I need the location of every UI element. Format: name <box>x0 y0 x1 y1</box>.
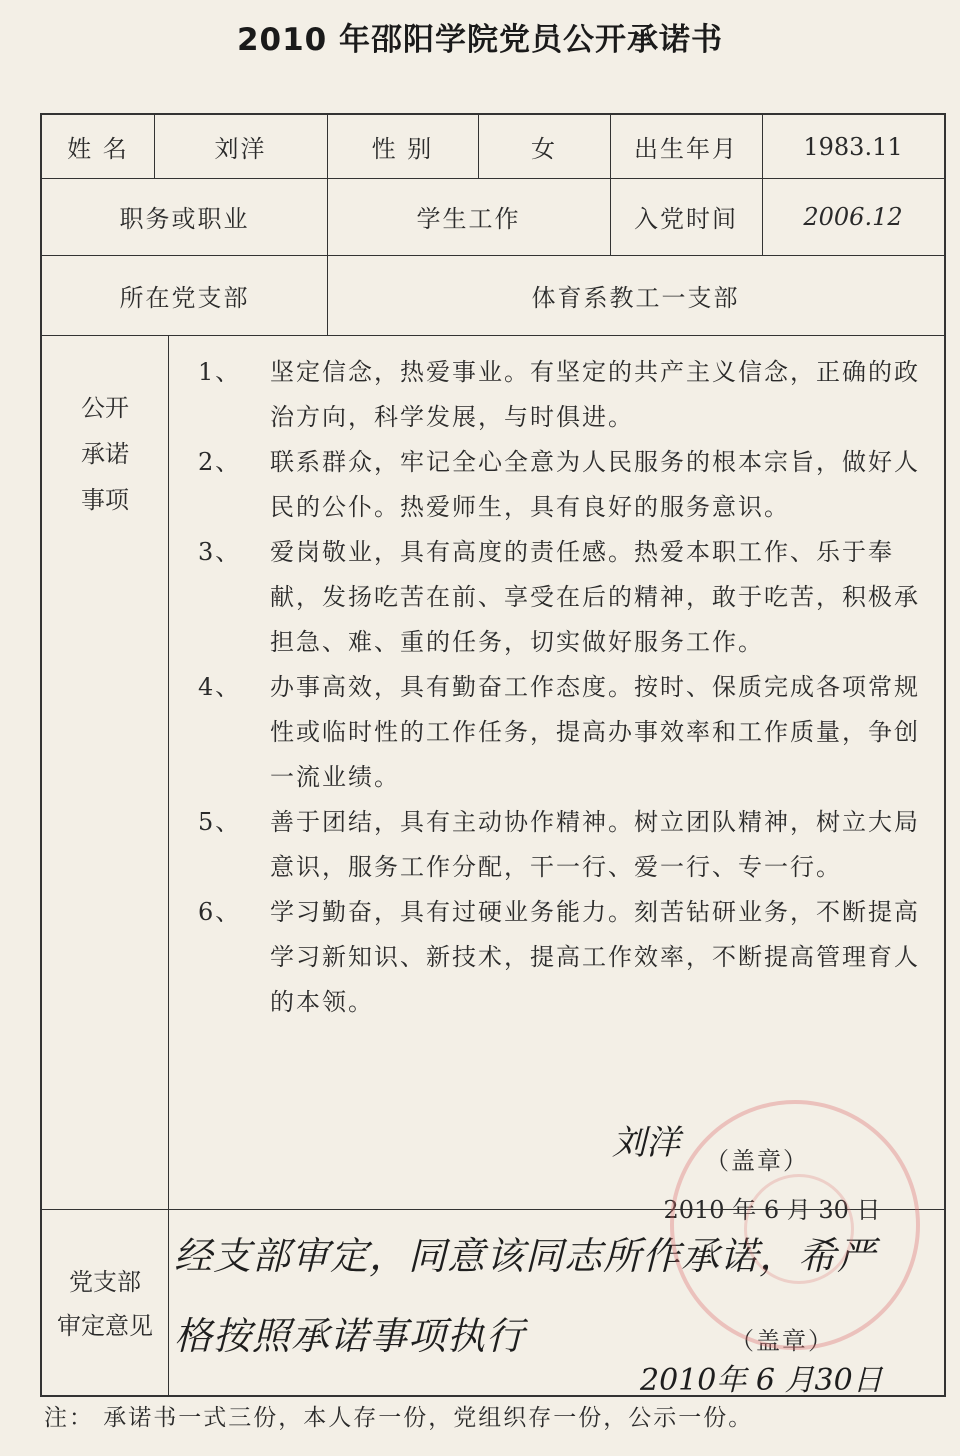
commitment-list <box>190 350 935 1025</box>
list-item: 4、 办事高效，具有勤奋工作态度。按时、保质完成各项常规性或临时性的工作任务，提高办事效率和工作质量，争创一流业绩。 <box>198 673 920 791</box>
footnote: 注： 承诺书一式三份，本人存一份，党组织存一份，公示一份。 <box>44 1405 754 1431</box>
name-label: 姓 名 <box>67 135 129 163</box>
review-opinion-line2: 格按照承诺事项执行 <box>174 1314 526 1358</box>
review-label: 党支部 审定意见 <box>57 1268 153 1340</box>
gender-value: 女 <box>531 135 557 163</box>
join-date-value: 2006.12 <box>803 202 903 231</box>
join-date-label: 入党时间 <box>634 205 738 233</box>
branch-label: 所在党支部 <box>119 283 250 312</box>
review-seal-label: （盖章） <box>730 1326 834 1355</box>
birth-value: 1983.11 <box>803 132 903 161</box>
list-item: 6、 学习勤奋，具有过硬业务能力。刻苦钻研业务，不断提高学习新知识、新技术，提高工作效率，不断提高管理育人的本领。 <box>198 898 920 1016</box>
review-date: 2010年 6 月30日 <box>640 1363 883 1398</box>
name-value: 刘洋 <box>214 135 267 163</box>
branch-value: 体育系教工一支部 <box>531 283 740 312</box>
party-seal-stamp <box>670 1100 920 1350</box>
signature: 刘洋 <box>612 1123 680 1163</box>
gender-label: 性 别 <box>371 135 434 163</box>
list-item: 1、 坚定信念，热爱事业。有坚定的共产主义信念，正确的政治方向，科学发展，与时俱进。 <box>198 358 920 431</box>
review-opinion-line1: 经支部审定，同意该同志所作承诺，希严 <box>174 1234 877 1278</box>
commitment-label: 公开 承诺 事项 <box>81 394 129 514</box>
commitment-date: 2010 年 6 月 30 日 <box>663 1195 881 1224</box>
list-item: 3、 爱岗敬业，具有高度的责任感。热爱本职工作、乐于奉献，发扬吃苦在前、享受在后的精神，敢于吃苦，积极承担急、难、重的任务，切实做好服务工作。 <box>198 538 920 656</box>
job-label: 职务或职业 <box>119 205 250 233</box>
birth-label: 出生年月 <box>634 135 738 163</box>
list-item: 2、 联系群众，牢记全心全意为人民服务的根本宗旨，做好人民的公仆。热爱师生，具有良好的服务意识。 <box>198 448 920 521</box>
seal-label: （盖章） <box>705 1146 809 1175</box>
document-title: 2010 年邵阳学院党员公开承诺书 <box>236 22 724 58</box>
job-value: 学生工作 <box>416 205 521 233</box>
list-item: 5、 善于团结，具有主动协作精神。树立团队精神，树立大局意识，服务工作分配，干一行、爱一行、专一行。 <box>198 808 920 881</box>
